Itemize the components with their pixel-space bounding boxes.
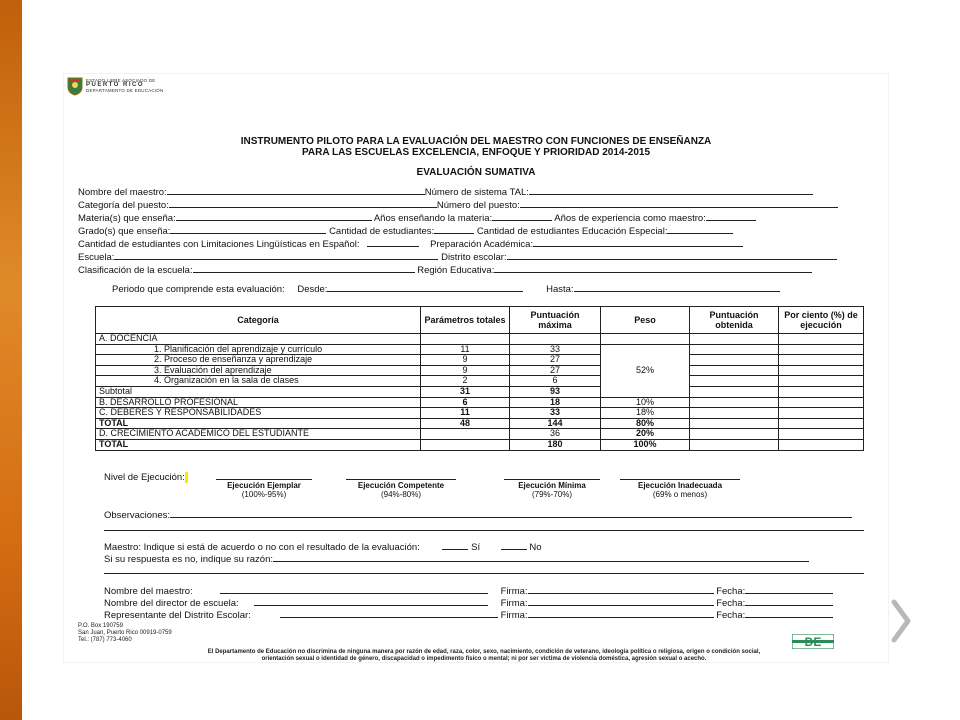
label-preparacion: Preparación Académica: <box>430 239 534 250</box>
phone-line: Tel.: (787) 773-4060 <box>78 637 132 643</box>
label-materias: Materia(s) que enseña: <box>78 213 176 224</box>
input-line[interactable] <box>193 264 415 273</box>
input-line[interactable] <box>520 199 838 208</box>
level-range: (94%-80%) <box>380 490 421 499</box>
field-row-7 <box>78 264 812 276</box>
cell-maxima: 6 <box>510 376 601 387</box>
cell-maxima: 18 <box>510 397 601 408</box>
observaciones-row <box>104 509 852 521</box>
label-fecha: Fecha: <box>716 598 746 609</box>
label-numero-puesto: Número del puesto: <box>436 200 520 211</box>
cell-categoria: A. DOCENCIA <box>96 334 421 345</box>
table-row <box>96 365 864 376</box>
cell-ejecucion[interactable] <box>779 418 864 429</box>
cell-obtenida[interactable] <box>690 344 779 355</box>
cell-obtenida[interactable] <box>690 408 779 419</box>
nivel-ejecucion-label <box>104 472 188 483</box>
cell-peso: 100% <box>601 439 690 450</box>
label-periodo: Periodo que comprende esta evaluación: <box>112 284 285 295</box>
cell-parametros: 9 <box>421 365 510 376</box>
label-si: Sí <box>471 542 481 553</box>
cell-parametros: 9 <box>421 355 510 366</box>
cell-peso <box>601 334 690 345</box>
input-line[interactable] <box>528 585 714 594</box>
label-clasificacion: Clasificación de la escuela: <box>78 265 193 276</box>
cell-peso: 10% <box>601 397 690 408</box>
cell-maxima: 180 <box>510 439 601 450</box>
nivel-label-text: Nivel de Ejecución: <box>104 472 185 484</box>
label-distrito: Distrito escolar: <box>441 252 507 263</box>
cell-ejecucion[interactable] <box>779 355 864 366</box>
cell-maxima <box>510 334 601 345</box>
label-firma: Firma: <box>500 610 528 621</box>
cell-obtenida[interactable] <box>690 397 779 408</box>
table-row <box>96 355 864 366</box>
input-line[interactable] <box>367 238 419 247</box>
footer-address <box>78 623 172 644</box>
cell-categoria: 4. Organización en la sala de clases <box>96 376 421 387</box>
input-line[interactable] <box>745 585 833 594</box>
cell-obtenida[interactable] <box>690 429 779 440</box>
address-line-1: P.O. Box 190759 <box>78 623 123 629</box>
footer-disclaimer <box>94 649 874 662</box>
level-name: Ejecución Inadecuada <box>637 481 723 490</box>
cell-parametros <box>421 439 510 450</box>
highlight-mark <box>185 472 188 483</box>
level-competente[interactable] <box>346 472 456 499</box>
input-line[interactable] <box>216 472 312 480</box>
cell-maxima: 93 <box>510 386 601 397</box>
label-desde: Desde: <box>297 284 328 295</box>
firma-row-maestro <box>104 585 833 597</box>
table-header-row <box>96 307 864 334</box>
level-name: Ejecución Mínima <box>518 481 586 490</box>
header-categoria: Categoría <box>96 307 421 334</box>
cell-parametros: 31 <box>421 386 510 397</box>
input-line[interactable] <box>494 264 812 273</box>
cell-categoria: TOTAL <box>96 418 421 429</box>
cell-maxima: 36 <box>510 429 601 440</box>
cell-ejecucion[interactable] <box>779 365 864 376</box>
field-row-6 <box>78 251 837 263</box>
label-fecha: Fecha: <box>716 610 746 621</box>
input-line[interactable] <box>533 238 743 247</box>
label-cantidad-estudiantes: Cantidad de estudiantes: <box>329 226 435 237</box>
label-nombre-maestro: Nombre del maestro: <box>78 187 167 198</box>
cell-categoria: Subtotal <box>96 386 421 397</box>
cell-maxima: 33 <box>510 344 601 355</box>
input-line[interactable] <box>574 283 780 292</box>
input-line[interactable] <box>528 597 714 606</box>
label-firma-representante: Representante del Distrito Escolar: <box>104 610 251 621</box>
field-row-4 <box>78 225 733 237</box>
level-range: (79%-70%) <box>531 490 572 499</box>
cell-ejecucion[interactable] <box>779 439 864 450</box>
cell-peso: 80% <box>601 418 690 429</box>
cell-parametros: 6 <box>421 397 510 408</box>
cell-obtenida[interactable] <box>690 365 779 376</box>
seal-line-2: PUERTO RICO <box>86 82 145 88</box>
label-firma-director: Nombre del director de escuela: <box>104 598 239 609</box>
label-categoria-puesto: Categoría del puesto: <box>78 200 169 211</box>
input-line[interactable] <box>667 225 733 234</box>
input-line[interactable] <box>220 585 488 594</box>
label-firma: Firma: <box>500 586 528 597</box>
label-razon: Si su respuesta es no, indique su razón: <box>104 554 273 565</box>
label-no: No <box>529 542 542 553</box>
table-row <box>96 429 864 440</box>
slide-accent-bar <box>0 0 22 720</box>
cell-parametros: 11 <box>421 344 510 355</box>
table-row <box>96 386 864 397</box>
cell-categoria: 1. Planificación del aprendizaje y currículo <box>96 344 421 355</box>
disclaimer-line-1: El Departamento de Educación no discrimina de ninguna manera por razón de edad, raza, color, sexo, nacimiento, condición de veterano, ideología política o religiosa, origen o condición social, <box>207 649 761 655</box>
seal-line-3: DEPARTAMENTO DE EDUCACIÓN <box>86 88 164 93</box>
cell-parametros: 48 <box>421 418 510 429</box>
document-subtitle: PARA LAS ESCUELAS EXCELENCIA, ENFOQUE Y PRIORIDAD 2014-2015 <box>301 147 651 158</box>
input-line[interactable] <box>104 522 864 531</box>
cell-obtenida[interactable] <box>690 355 779 366</box>
table-body <box>96 334 864 451</box>
label-fecha: Fecha: <box>716 586 746 597</box>
input-line[interactable] <box>167 186 425 195</box>
input-line[interactable] <box>706 212 756 221</box>
input-line[interactable] <box>529 186 813 195</box>
document-section-title: EVALUACIÓN SUMATIVA <box>416 167 536 178</box>
input-line[interactable] <box>507 251 837 260</box>
cell-obtenida[interactable] <box>690 386 779 397</box>
header-peso: Peso <box>601 307 690 334</box>
label-numero-sistema: Número de sistema TAL: <box>424 187 529 198</box>
cell-categoria: 3. Evaluación del aprendizaje <box>96 365 421 376</box>
input-line[interactable] <box>434 225 474 234</box>
cell-parametros: 2 <box>421 376 510 387</box>
input-line[interactable] <box>346 472 456 480</box>
input-line[interactable] <box>254 597 488 606</box>
label-hasta: Hasta: <box>546 284 574 295</box>
input-line[interactable] <box>504 472 600 480</box>
table-row <box>96 408 864 419</box>
cell-categoria: C. DEBERES Y RESPONSABILIDADES <box>96 408 421 419</box>
level-minima[interactable] <box>504 472 600 499</box>
input-line[interactable] <box>620 472 740 480</box>
evaluation-table <box>95 306 864 451</box>
header-puntuacion-obtenida: Puntuación obtenida <box>690 307 779 334</box>
cell-peso: 52% <box>601 344 690 397</box>
field-row-3 <box>78 212 756 224</box>
document-page <box>64 74 888 662</box>
cell-maxima: 144 <box>510 418 601 429</box>
label-firma: Firma: <box>500 598 528 609</box>
field-row-5 <box>78 238 743 250</box>
table-row <box>96 418 864 429</box>
field-row-periodo <box>112 283 780 295</box>
label-acuerdo: Maestro: Indique si está de acuerdo o no con el resultado de la evaluación: <box>104 542 420 553</box>
level-name: Ejecución Competente <box>357 481 445 490</box>
input-line[interactable] <box>169 199 437 208</box>
cell-ejecucion[interactable] <box>779 408 864 419</box>
input-line[interactable] <box>528 609 714 618</box>
level-name: Ejecución Ejemplar <box>227 481 301 490</box>
firma-row-representante <box>104 609 833 621</box>
level-ejemplar[interactable] <box>216 472 312 499</box>
level-range: (100%-95%) <box>241 490 287 499</box>
level-inadecuada[interactable] <box>620 472 740 499</box>
input-line[interactable] <box>176 212 372 221</box>
cell-maxima: 33 <box>510 408 601 419</box>
cell-ejecucion[interactable] <box>779 376 864 387</box>
cell-obtenida[interactable] <box>690 334 779 345</box>
cell-parametros <box>421 429 510 440</box>
field-row-1 <box>78 186 813 198</box>
cell-parametros <box>421 334 510 345</box>
table-row <box>96 376 864 387</box>
seal-line-1: ESTADO LIBRE ASOCIADO DE <box>86 78 156 83</box>
document-title: INSTRUMENTO PILOTO PARA LA EVALUACIÓN DEL MAESTRO CON FUNCIONES DE ENSEÑANZA <box>240 136 712 147</box>
label-firma-maestro: Nombre del maestro: <box>104 586 193 597</box>
input-line[interactable] <box>273 553 809 562</box>
level-range: (69% o menos) <box>652 490 708 499</box>
acuerdo-row <box>104 541 542 553</box>
razon-line-2 <box>104 565 864 577</box>
header-por-ciento: Por ciento (%) de ejecución <box>779 307 864 334</box>
cell-obtenida[interactable] <box>690 376 779 387</box>
cell-peso: 18% <box>601 408 690 419</box>
department-logo-icon <box>792 634 834 649</box>
label-cantidad-especial: Cantidad de estudiantes Educación Especial: <box>476 226 668 237</box>
input-line[interactable] <box>280 609 498 618</box>
cell-categoria: D. CRECIMIENTO ACADÉMICO DEL ESTUDIANTE <box>96 429 421 440</box>
cell-ejecucion[interactable] <box>779 334 864 345</box>
input-line[interactable] <box>327 283 523 292</box>
label-anos-materia: Años enseñando la materia: <box>373 213 493 224</box>
cell-obtenida[interactable] <box>690 439 779 450</box>
table-row <box>96 334 864 345</box>
cell-peso: 20% <box>601 429 690 440</box>
label-region: Región Educativa: <box>417 265 495 276</box>
cell-ejecucion[interactable] <box>779 429 864 440</box>
input-line[interactable] <box>114 251 438 260</box>
checkbox-no[interactable] <box>501 541 527 550</box>
cell-categoria: 2. Proceso de enseñanza y aprendizaje <box>96 355 421 366</box>
label-limitaciones: Cantidad de estudiantes con Limitaciones Lingüísticas en Español: <box>78 239 360 250</box>
field-row-2 <box>78 199 838 211</box>
firma-row-director <box>104 597 833 609</box>
label-observaciones: Observaciones: <box>104 510 171 521</box>
table-row <box>96 397 864 408</box>
razon-row <box>104 553 809 565</box>
address-line-2: San Juan, Puerto Rico 00919-0759 <box>78 630 172 636</box>
logo-text: DE <box>804 635 822 649</box>
cell-maxima: 27 <box>510 355 601 366</box>
checkbox-si[interactable] <box>442 541 468 550</box>
cell-ejecucion[interactable] <box>779 344 864 355</box>
cell-parametros: 11 <box>421 408 510 419</box>
label-escuela: Escuela: <box>78 252 115 263</box>
observaciones-line-2 <box>104 522 864 534</box>
input-line[interactable] <box>492 212 552 221</box>
cell-obtenida[interactable] <box>690 418 779 429</box>
cell-maxima: 27 <box>510 365 601 376</box>
coat-of-arms-icon <box>66 76 84 96</box>
label-anos-experiencia: Años de experiencia como maestro: <box>554 213 706 224</box>
label-grados: Grado(s) que enseña: <box>78 226 171 237</box>
chevron-right-icon[interactable] <box>888 598 914 644</box>
input-line[interactable] <box>170 509 852 518</box>
cell-categoria: B. DESARROLLO PROFESIONAL <box>96 397 421 408</box>
table-row <box>96 439 864 450</box>
table-row <box>96 344 864 355</box>
input-line[interactable] <box>745 597 833 606</box>
disclaimer-line-2: orientación sexual o identidad de género, discapacidad o impedimento físico o mental; ni por ser víctima de violencia doméstica, agresión sexual o acecho. <box>261 656 707 662</box>
input-line[interactable] <box>170 225 326 234</box>
header-parametros: Parámetros totales <box>421 307 510 334</box>
cell-ejecucion[interactable] <box>779 386 864 397</box>
agency-header <box>86 78 163 93</box>
cell-ejecucion[interactable] <box>779 397 864 408</box>
cell-categoria: TOTAL <box>96 439 421 450</box>
input-line[interactable] <box>104 565 864 574</box>
input-line[interactable] <box>745 609 833 618</box>
header-puntuacion-maxima: Puntuación máxima <box>510 307 601 334</box>
